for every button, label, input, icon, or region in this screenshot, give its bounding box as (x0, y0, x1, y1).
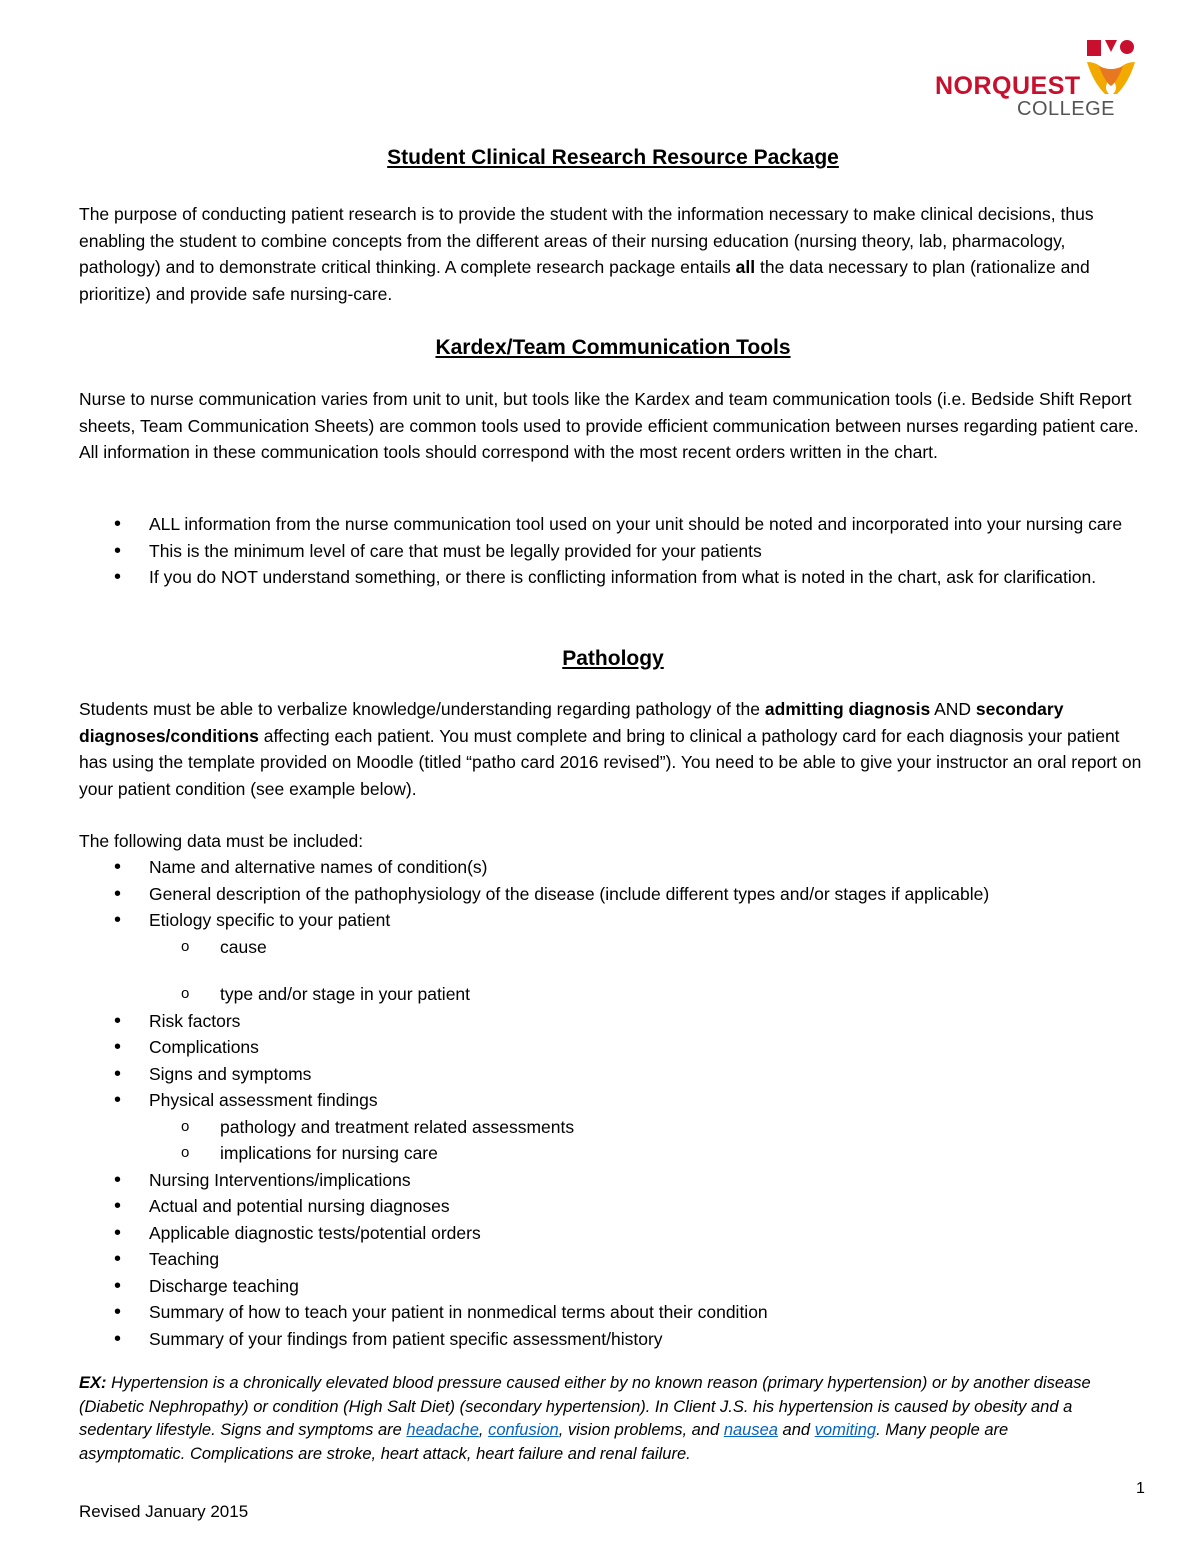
link-vomiting[interactable]: vomiting (814, 1421, 877, 1439)
list-item: • ALL information from the nurse communication tool used on your unit should be noted and incorporated into your nursing care (79, 511, 1144, 538)
intro-text-1: The purpose of conducting patient research is to provide the student with the information necessary to make clinical decisions, thus enabling the student to combine concepts from the different areas of their nursing education (nursing theory, lab, pharmacology, pathology) and to demonstrate critical thinking. A complete research package entails (79, 204, 1094, 277)
following-label: The following data must be included: (79, 831, 364, 851)
sub-list-item: o type and/or stage in your patient (79, 981, 1144, 1008)
pathology-paragraph (79, 696, 1149, 802)
page-number: 1 (1136, 1480, 1145, 1497)
list-item: • Nursing Interventions/implications (79, 1167, 1144, 1194)
intro-paragraph (79, 201, 1144, 307)
example-text-1: Hypertension is a chronically elevated blood pressure caused either by no known reason (primary hypertension) or by another disease (Diabetic Nephropathy) or condition (High Salt Diet) (secondary hypertension). In Client J.S. his hypertension is caused by obesity and a sedentary lifestyle. Signs and symptoms are (79, 1374, 1091, 1439)
list-item: • Applicable diagnostic tests/potential orders (79, 1220, 1144, 1247)
pathology-text-c: affecting each patient. You must complete and bring to clinical a pathology card for each diagnosis your patient has using the template provided on Moodle (titled “patho card 2016 revised”). You need to be able to give your instructor an oral report on your patient condition (see example below). (79, 725, 1142, 799)
pathology-list-part1 (79, 854, 1144, 960)
example-text-2: , (478, 1421, 489, 1439)
logo-subwordmark: COLLEGE (1017, 98, 1115, 120)
list-item: • Discharge teaching (79, 1273, 1144, 1300)
list-item: • Name and alternative names of condition(s) (79, 854, 1144, 881)
example-paragraph (79, 1372, 1119, 1466)
page-title: Student Clinical Research Resource Package (387, 146, 839, 169)
pathology-text-a: Students must be able to verbalize knowledge/understanding regarding pathology of the (79, 699, 765, 719)
logo-wordmark: NORQUEST (935, 72, 1081, 100)
pathology-bold-secondary: secondary diagnoses/conditions (79, 699, 1064, 746)
intro-bold-all: all (735, 257, 756, 277)
pathology-bold-admitting: admitting diagnosis (764, 699, 931, 719)
link-headache[interactable]: headache (406, 1421, 479, 1439)
list-item: • Actual and potential nursing diagnoses (79, 1193, 1144, 1220)
kardex-heading: Kardex/Team Communication Tools (435, 336, 791, 359)
list-item: • Physical assessment findings (79, 1087, 1144, 1114)
example-text-4: and (777, 1421, 815, 1439)
list-item: • Summary of your findings from patient specific assessment/history (79, 1326, 1144, 1353)
example-label: EX: (79, 1374, 107, 1392)
list-item: • If you do NOT understand something, or there is conflicting information from what is noted in the chart, ask for clarification. (79, 564, 1144, 591)
list-item: • Complications (79, 1034, 1144, 1061)
kardex-paragraph: Nurse to nurse communication varies from unit to unit, but tools like the Kardex and team communication tools (i.e. Bedside Shift Report sheets, Team Communication Sheets) are common tools used to provide efficient communication between nurses regarding patient care. All information in these communication tools should correspond with the most recent orders written in the chart. (79, 389, 1139, 462)
norquest-logo (935, 36, 1140, 126)
example-text-3: , vision problems, and (558, 1421, 724, 1439)
pathology-text-b: AND (930, 699, 976, 719)
sub-list-item: o implications for nursing care (79, 1140, 1144, 1167)
footer-revised-date: Revised January 2015 (79, 1502, 249, 1521)
pathology-heading: Pathology (562, 647, 664, 670)
sub-list-item: o pathology and treatment related assessments (79, 1114, 1144, 1141)
list-item: • Summary of how to teach your patient in nonmedical terms about their condition (79, 1299, 1144, 1326)
list-item: • Teaching (79, 1246, 1144, 1273)
norquest-logo-mark-icon (1083, 36, 1139, 96)
list-item: • General description of the pathophysiology of the disease (include different types and/or stages if applicable) (79, 881, 1144, 908)
kardex-bullet-list (79, 511, 1144, 591)
example-text-5: . Many people are asymptomatic. Complications are stroke, heart attack, heart failure and renal failure. (79, 1421, 1009, 1463)
link-confusion[interactable]: confusion (488, 1421, 559, 1439)
list-item: • Etiology specific to your patient (79, 907, 1144, 934)
pathology-list-part2 (79, 981, 1144, 1352)
link-nausea[interactable]: nausea (723, 1421, 778, 1439)
intro-text-2: the data necessary to plan (rationalize and prioritize) and provide safe nursing-care. (79, 257, 1090, 304)
list-item: • Signs and symptoms (79, 1061, 1144, 1088)
list-item: • This is the minimum level of care that must be legally provided for your patients (79, 538, 1144, 565)
list-item: • Risk factors (79, 1008, 1144, 1035)
sub-list-item: o cause (79, 934, 1144, 961)
